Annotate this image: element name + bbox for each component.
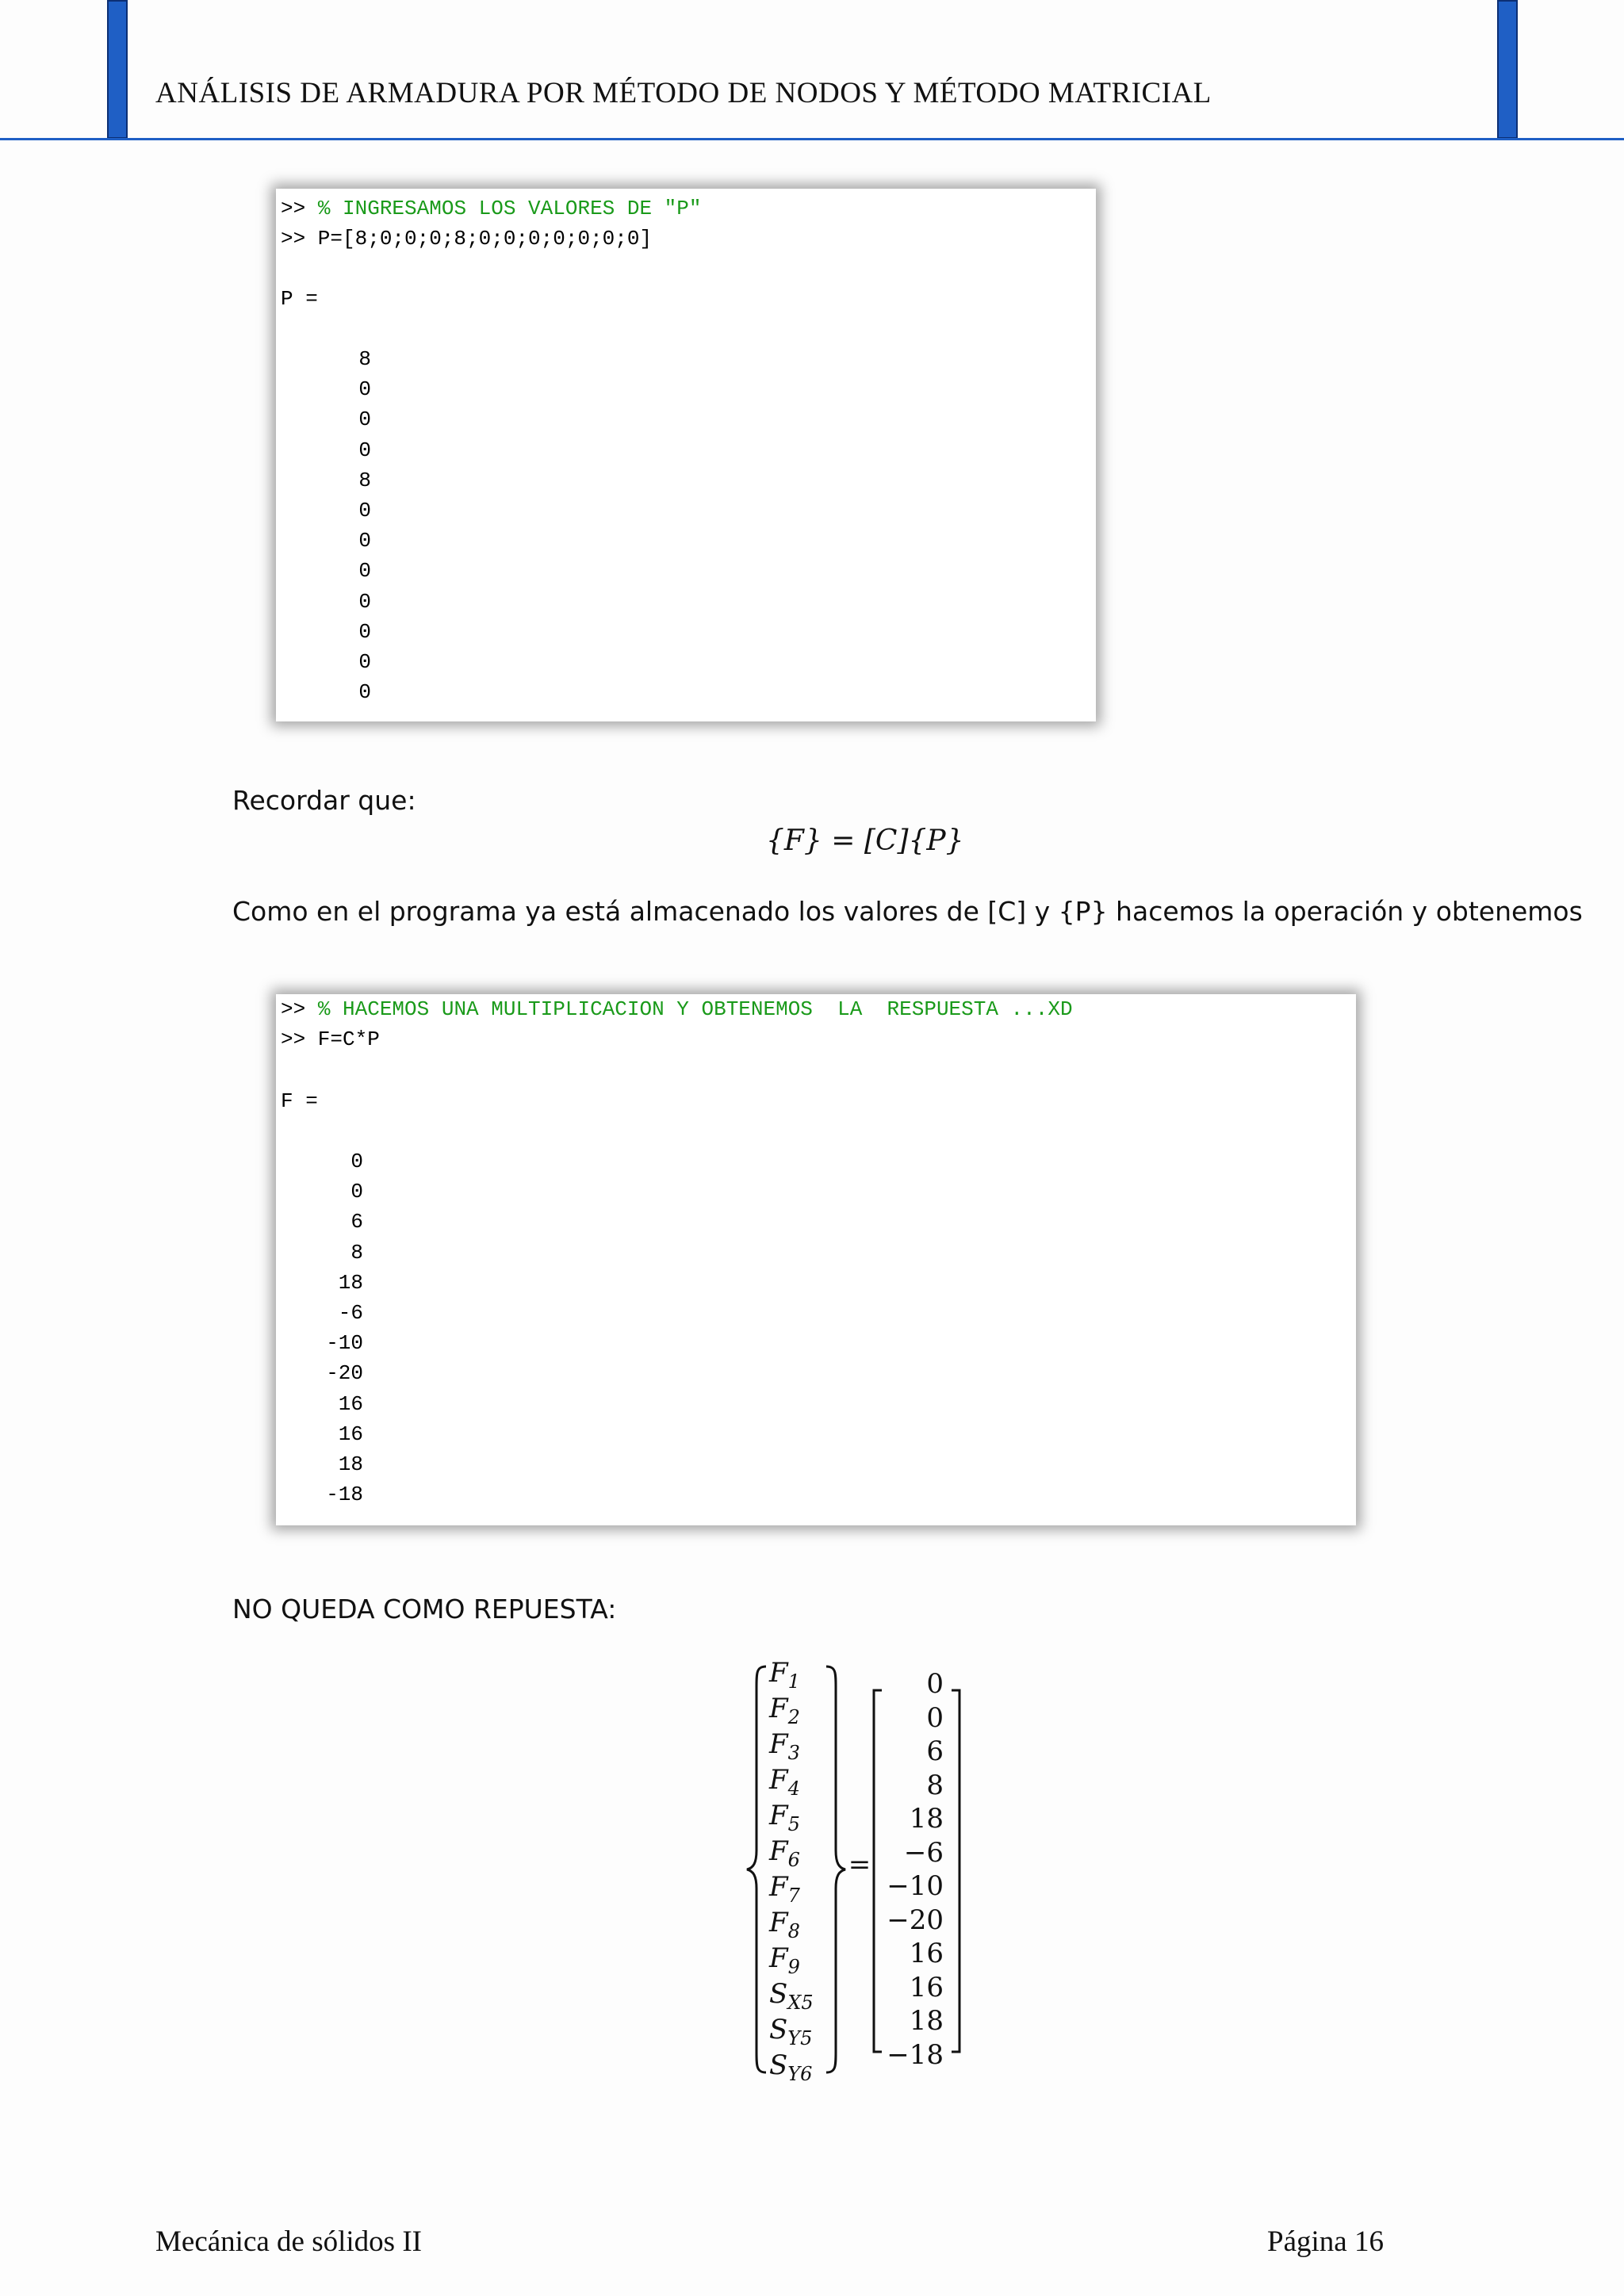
- matrix-variable: [769, 1728, 825, 1764]
- operation-text: Como en el programa ya está almacenado los valores de [C] y {P} hacemos la operación y obtenemos: [232, 896, 1583, 927]
- matrix-variable: [769, 1800, 825, 1835]
- variable-base: S: [769, 2014, 788, 2045]
- variable-base: F: [769, 1871, 788, 1903]
- terminal-value: -10: [326, 1331, 363, 1356]
- matrix-value: −18: [887, 2038, 944, 2071]
- terminal-comment-line: >> % HACEMOS UNA MULTIPLICACION Y OBTENEMOS LA RESPUESTA ...XD: [281, 997, 1073, 1021]
- variable-subscript: 8: [787, 1919, 800, 1942]
- terminal-value: 0: [358, 499, 371, 522]
- terminal-comment-line: >> % INGRESAMOS LOS VALORES DE "P": [281, 197, 702, 220]
- variable-subscript: Y5: [787, 2026, 813, 2049]
- terminal-output-label: P =: [281, 287, 318, 311]
- matrix-variable: [769, 1693, 825, 1728]
- terminal-value: -20: [326, 1361, 363, 1386]
- eq-lhs: {F}: [766, 825, 822, 857]
- eq-rhs-c: [C]: [864, 825, 909, 857]
- terminal-value: 0: [358, 680, 371, 705]
- variable-base: F: [769, 1800, 788, 1831]
- terminal-value: 0: [358, 377, 371, 402]
- terminal-value: 0: [358, 559, 371, 584]
- variable-subscript: 4: [787, 1777, 800, 1800]
- matrix-value: 16: [909, 1938, 944, 1969]
- recall-text: Recordar que:: [232, 785, 416, 816]
- terminal-value: 0: [350, 1150, 363, 1173]
- result-equation: [745, 1657, 983, 2085]
- matrix-variable: [769, 1657, 825, 1693]
- variable-base: S: [769, 1978, 788, 2010]
- matrix-variable: [769, 1764, 825, 1800]
- terminal-value: 16: [338, 1391, 363, 1416]
- terminal-value: 8: [358, 468, 371, 492]
- terminal-command: >> P=[8;0;0;0;8;0;0;0;0;0;0;0]: [281, 227, 653, 251]
- terminal-panel-p: [276, 189, 1096, 721]
- variable-base: F: [769, 1907, 788, 1938]
- terminal-value: 0: [358, 619, 371, 644]
- terminal-comment: % HACEMOS UNA MULTIPLICACION Y OBTENEMOS LA RESPUESTA ...XD: [317, 997, 1073, 1021]
- variable-base: S: [769, 2049, 788, 2081]
- variable-subscript: Y6: [787, 2062, 813, 2085]
- variable-base: F: [769, 1942, 788, 1974]
- result-heading: NO QUEDA COMO REPUESTA:: [232, 1594, 617, 1624]
- matrix-variable: [769, 1835, 825, 1871]
- variable-base: F: [769, 1764, 788, 1796]
- terminal-value: 0: [358, 529, 371, 553]
- matrix-value: −6: [903, 1836, 944, 1869]
- matrix-value: −10: [887, 1870, 944, 1902]
- terminal-value: 8: [350, 1240, 363, 1265]
- eq-equals: =: [822, 825, 864, 857]
- variable-base: F: [769, 1835, 788, 1867]
- equation: [766, 825, 964, 857]
- variable-subscript: 6: [787, 1848, 800, 1871]
- matrix-variable: [769, 1907, 825, 1942]
- header-rule: [0, 138, 1624, 140]
- variable-subscript: 2: [787, 1705, 800, 1728]
- variable-base: F: [769, 1657, 788, 1689]
- matrix-value: −20: [887, 1904, 944, 1936]
- terminal-value: -6: [338, 1301, 363, 1325]
- terminal-command: >> F=C*P: [281, 1027, 380, 1051]
- footer-page-number: Página 16: [1267, 2225, 1384, 2258]
- matrix-variable: [769, 1942, 825, 1978]
- header-right-bar: [1497, 0, 1518, 139]
- page-header-title: ANÁLISIS DE ARMADURA POR MÉTODO DE NODOS Y MÉTODO MATRICIAL: [155, 77, 1212, 109]
- variable-base: F: [769, 1728, 788, 1760]
- variable-base: F: [769, 1693, 788, 1724]
- terminal-comment: % INGRESAMOS LOS VALORES DE "P": [317, 197, 702, 220]
- variable-subscript: 9: [787, 1955, 800, 1978]
- terminal-panel-f: [276, 994, 1356, 1525]
- terminal-value: 18: [338, 1452, 363, 1476]
- matrix-value: 18: [909, 1803, 944, 1835]
- terminal-value: 8: [358, 347, 371, 371]
- variable-subscript: 7: [787, 1884, 800, 1907]
- matrix-variable: [769, 1871, 825, 1907]
- terminal-value: 18: [338, 1270, 363, 1295]
- matrix-value: 0: [926, 1701, 944, 1734]
- matrix-variable: [769, 2014, 825, 2049]
- eq-rhs-p: {P}: [908, 825, 964, 857]
- terminal-value: 0: [358, 438, 371, 462]
- matrix-value: 18: [909, 2005, 944, 2037]
- terminal-value: 16: [338, 1422, 363, 1446]
- terminal-value: -18: [326, 1483, 363, 1507]
- matrix-variable: [769, 1978, 825, 2014]
- terminal-value: 0: [350, 1180, 363, 1204]
- matrix-value: 6: [926, 1735, 944, 1767]
- bracket-right: [950, 1689, 961, 2053]
- equals-sign: =: [848, 1849, 871, 1881]
- terminal-value: 0: [358, 650, 371, 674]
- terminal-value: 0: [358, 408, 371, 432]
- matrix-variable: [769, 2049, 825, 2085]
- brace-left: [745, 1663, 769, 2076]
- matrix-value: 0: [926, 1668, 944, 1700]
- variable-subscript: 5: [787, 1812, 800, 1835]
- terminal-value: 6: [350, 1210, 363, 1234]
- variable-subscript: 1: [787, 1670, 800, 1693]
- matrix-value: 16: [909, 1971, 944, 2003]
- footer-course: Mecánica de sólidos II: [155, 2225, 422, 2258]
- matrix-value: 8: [926, 1769, 944, 1801]
- terminal-output-label: F =: [281, 1089, 318, 1113]
- header-left-bar: [107, 0, 128, 139]
- variable-subscript: 3: [787, 1741, 800, 1764]
- variable-subscript: X5: [787, 1991, 814, 2014]
- terminal-value: 0: [358, 589, 371, 614]
